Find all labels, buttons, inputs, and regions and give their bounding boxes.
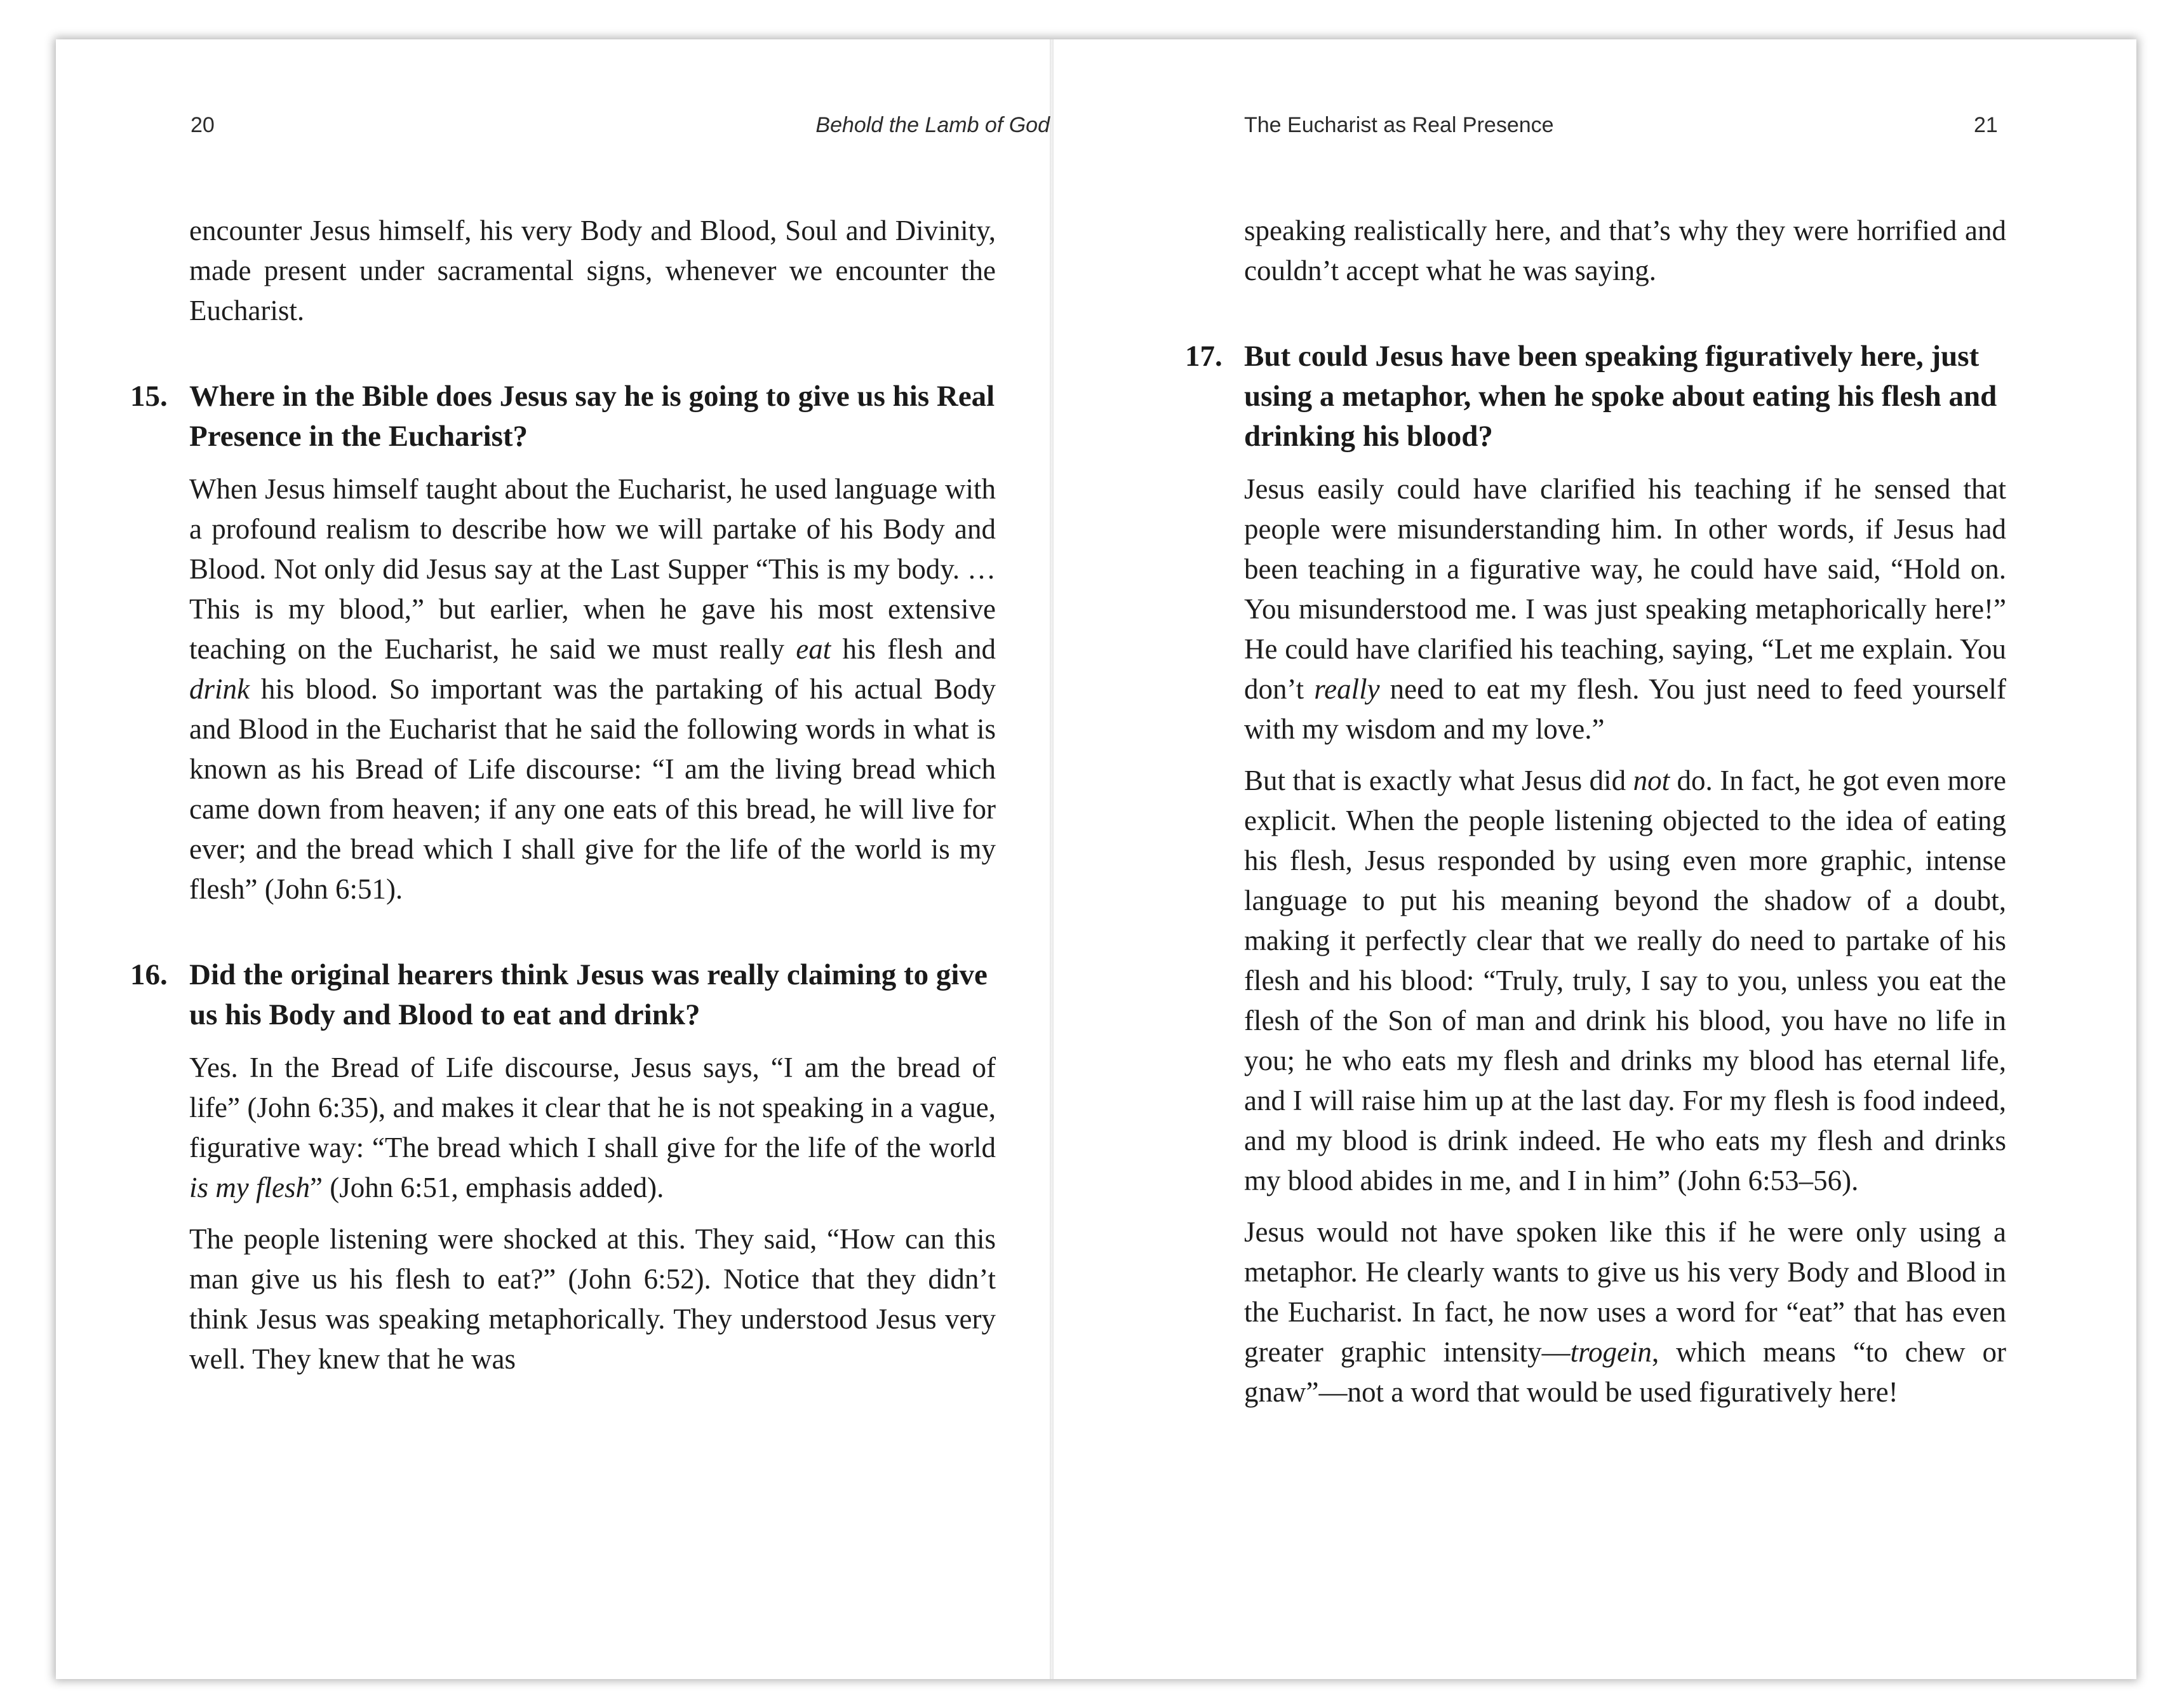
page-number: 21 xyxy=(1974,113,1998,137)
left-page xyxy=(56,39,1050,1679)
right-page-body xyxy=(1185,211,2007,1424)
question-number: 15. xyxy=(130,380,168,413)
opening-paragraph: encounter Jesus himself, his very Body and Blood, Soul and Divinity, made present under sacramental signs, whenever we encounter the Eucharist. xyxy=(189,215,996,326)
answer-17-paragraph-3: Jesus would not have spoken like this if he were only using a metaphor. He clearly wants to give us his very Body and Blood in the Eucharist. In fact, he now uses a word for “eat” that has even greater graphic intensity—trogein, which means “to chew or gnaw”—not a word that would be used figuratively here! xyxy=(1244,1216,2006,1408)
question-number: 17. xyxy=(1185,340,1223,373)
answer-17-paragraph-2: But that is exactly what Jesus did not do. In fact, he got even more explicit. When the people listening objected to the idea of eating his flesh, Jesus responded by using even more graphic, intense language to put his meaning beyond the shadow of a doubt, making it perfectly clear that we really do need to partake of his flesh and his blood: “Truly, truly, I say to you, unless you eat the flesh of the Son of man and drink his blood, you have no life in you; he who eats my flesh and drinks my blood has eternal life, and I will raise him up at the last day. For my flesh is food indeed, and my blood is drink indeed. He who eats my flesh and drinks my blood abides in me, and I in him” (John 6:53–56). xyxy=(1244,765,2007,1196)
right-page xyxy=(1054,39,2136,1679)
answer-16-paragraph-2: The people listening were shocked at this. They said, “How can this man give us his flesh to eat?” (John 6:52). Notice that they didn’t think Jesus was speaking metaphorically. They understood Jesus very well. They knew that he was xyxy=(189,1223,996,1375)
running-head: The Eucharist as Real Presence xyxy=(1244,113,1554,137)
question-text: Where in the Bible does Jesus say he is going to give us his Real Presence in the Eucharist? xyxy=(189,380,995,453)
question-number: 16. xyxy=(130,958,168,991)
answer-15-paragraph: When Jesus himself taught about the Eucharist, he used language with a profound realism to describe how we will partake of his Body and Blood. Not only did Jesus say at the Last Supper “This is my body. … This is my blood,” but earlier, when he gave his most extensive teaching on the Eucharist, he said we must really eat his flesh and drink his blood. So important was the partaking of his actual Body and Blood in the Eucharist that he said the following words in what is known as his Bread of Life discourse: “I am the living bread which came down from heaven; if any one eats of this bread, he will live for ever; and the bread which I shall give for the life of the world is my flesh” (John 6:51). xyxy=(189,473,996,905)
page-number: 20 xyxy=(191,113,215,137)
question-17-heading xyxy=(1185,337,2006,457)
left-page-body xyxy=(130,211,996,1391)
running-head-text: Behold the Lamb of God xyxy=(815,113,1050,137)
question-text: But could Jesus have been speaking figuratively here, just using a metaphor, when he spoke about eating his flesh and drinking his blood? xyxy=(1244,340,1997,453)
question-text: Did the original hearers think Jesus was really claiming to give us his Body and Blood to eat and drink? xyxy=(189,958,988,1031)
question-16-heading xyxy=(130,955,996,1035)
answer-16-paragraph-1: Yes. In the Bread of Life discourse, Jesus says, “I am the bread of life” (John 6:35), and makes it clear that he is not speaking in a vague, figurative way: “The bread which I shall give for the life of the world is my flesh” (John 6:51, emphasis added). xyxy=(189,1052,996,1203)
question-15-heading xyxy=(130,377,996,457)
answer-17-paragraph-1: Jesus easily could have clarified his teaching if he sensed that people were misunderstanding him. In other words, if Jesus had been teaching in a figurative way, he could have said, “Hold on. You misunderstood me. I was just speaking metaphorically here!” He could have clarified his teaching, saying, “Let me explain. You don’t really need to eat my flesh. You just need to feed yourself with my wisdom and my love.” xyxy=(1244,473,2006,745)
opening-paragraph: speaking realistically here, and that’s why they were horrified and couldn’t accept what he was saying. xyxy=(1244,215,2006,286)
